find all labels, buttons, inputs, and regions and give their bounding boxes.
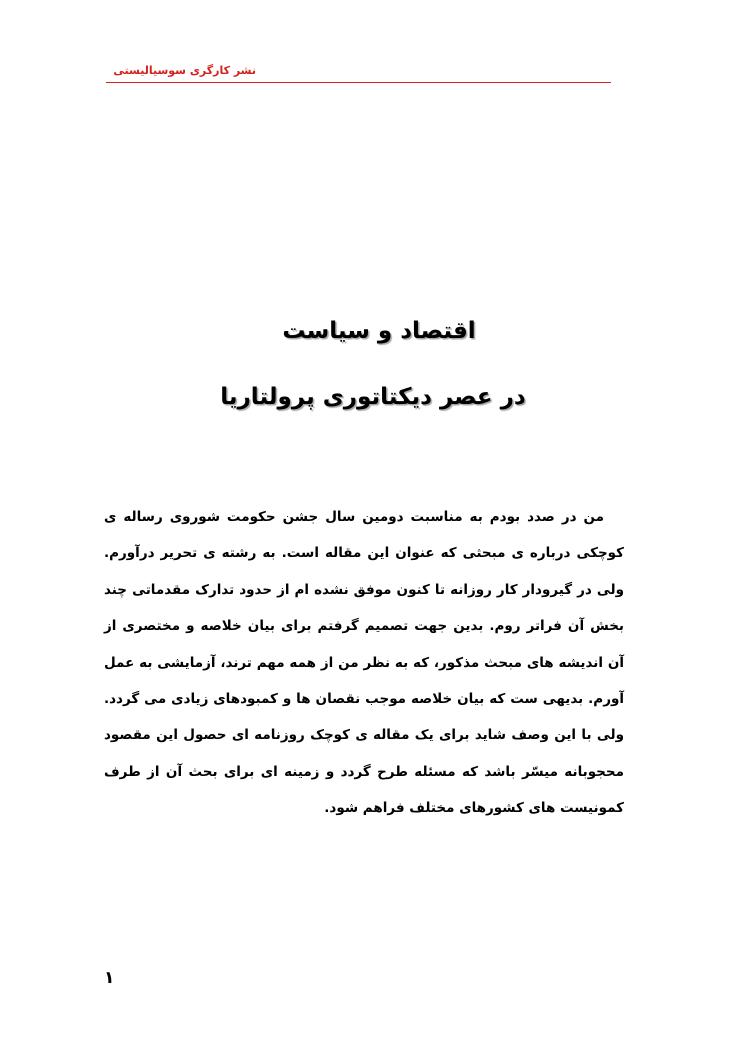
body-paragraph: من در صدد بودم به مناسبت دومین سال جشن حکومت شوروی رساله ی کوچکی درباره ی مبحثی که عنوان این مقاله است. به رشته ی تحریر درآورم. ولی در گیرودار کار روزانه تا کنون موفق نشده ام از حدود تدارک مقدماتی چند بخش آن فراتر روم. بدین جهت تصمیم گرفتم برای بیان خلاصه و مختصری از آن اندیشه های مبحث مذکور، که به نظر من از همه مهم ترند، آزمایشی به عمل آورم. بدیهی ست که بیان خلاصه موجب نقصان ها و کمبودهای زیادی می گردد. ولی با این وصف شاید برای یک مقاله ی کوچک روزنامه ای حصول این مقصود محجوبانه میسّر باشد که مسئله طرح گردد و زمینه ای برای بحث آن از طرف کمونیست های کشورهای مختلف فراهم شود. — [104, 509, 624, 817]
document-title-line-2: در عصر دیکتاتوری پرولتاریا — [220, 384, 526, 410]
page-number: ۱ — [104, 968, 115, 988]
running-header — [106, 64, 611, 83]
publisher-name: نشر کارگری سوسیالیستی — [113, 64, 256, 77]
document-title-line-1: اقتصاد و سیاست — [282, 318, 476, 344]
